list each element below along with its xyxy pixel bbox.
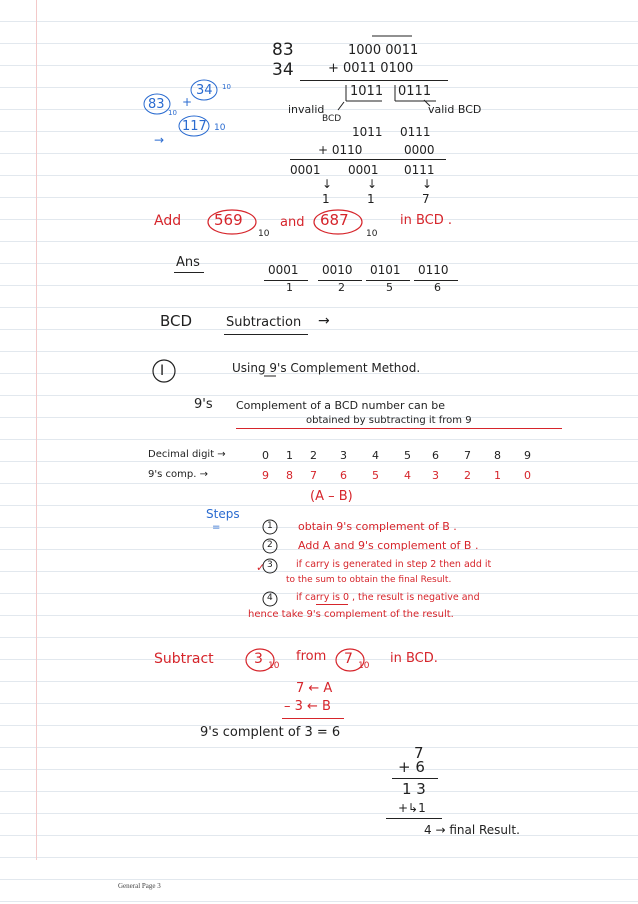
step-4-continuation: hence take 9's complement of the result.: [248, 609, 454, 620]
definition-line-2: obtained by subtracting it from 9: [306, 415, 472, 426]
decimal-digit-3: 3: [340, 449, 347, 462]
step-number-3: 3: [267, 560, 273, 570]
add-word: Add: [154, 213, 182, 229]
step-number-2: 2: [267, 540, 273, 550]
complement-statement: 9's complent of 3 = 6: [200, 725, 341, 740]
expression-a-minus-b: (A – B): [310, 489, 353, 504]
subtract-word: Subtract: [154, 651, 214, 667]
exercise-sub-a: 10: [258, 229, 270, 239]
side-circle-a: [144, 94, 170, 114]
method-circle: [153, 360, 175, 382]
complement-digit-6: 3: [432, 469, 439, 482]
bcd-a: 1000 0011: [348, 43, 419, 58]
section-heading-bcd: BCD: [160, 312, 193, 330]
sum-right: 0111: [398, 84, 432, 99]
answer-digit-1: 1: [286, 281, 293, 294]
decimal-digit-9: 9: [524, 449, 531, 462]
result-group-b: 0001: [348, 163, 379, 177]
example2-num-b: 7: [344, 651, 353, 667]
complement-digit-4: 5: [372, 469, 379, 482]
sum-left: 1011: [350, 84, 384, 99]
result-group-c: 0111: [404, 163, 435, 177]
decimal-b: 34: [272, 60, 294, 80]
repeat-left: 1011: [352, 125, 383, 139]
complement-digit-9: 0: [524, 469, 531, 482]
step-text-2: Add A and 9's complement of B .: [298, 539, 479, 552]
exercise-circle-a: [208, 210, 256, 234]
step-circle-4: [263, 592, 277, 606]
step-circle-1: [263, 520, 277, 534]
step-number-4: 4: [267, 593, 273, 603]
complement-row-label: 9's comp. →: [148, 469, 208, 480]
result-digit-c: 7: [422, 192, 430, 206]
answer-digit-4: 6: [434, 281, 441, 294]
invalid-sub-label: BCD: [322, 114, 342, 124]
exercise-in-bcd: in BCD .: [400, 213, 453, 228]
invalid-pointer-stroke: [338, 102, 344, 110]
method-number: I: [160, 363, 165, 379]
answer-group-1: 0001: [268, 263, 299, 277]
side-result: 117: [182, 119, 207, 134]
side-plus: +: [182, 95, 193, 109]
method-title: Using 9's Complement Method.: [232, 361, 421, 375]
side-sub-b: 10: [222, 83, 231, 91]
answer-digit-3: 5: [386, 281, 393, 294]
result-group-a: 0001: [290, 163, 321, 177]
add-six-left: + 0110: [318, 143, 363, 157]
answer-group-4: 0110: [418, 263, 449, 277]
example2-sub-a: 10: [268, 661, 280, 671]
complement-digit-1: 8: [286, 469, 293, 482]
side-sub-a: 10: [168, 109, 177, 117]
complement-digit-2: 7: [310, 469, 317, 482]
answer-label: Ans: [176, 255, 200, 270]
example2-sub-b: 10: [358, 661, 370, 671]
side-result-sub: 10: [214, 123, 226, 133]
addition-sum: 1 3: [402, 780, 426, 798]
side-arrow-icon: →: [154, 133, 165, 147]
down-arrow-icon: ↓: [422, 177, 433, 191]
final-result: 4 → final Result.: [424, 823, 520, 837]
answer-digit-2: 2: [338, 281, 345, 294]
step-3-continuation: to the sum to obtain the final Result.: [286, 575, 452, 585]
result-digit-a: 1: [322, 192, 330, 206]
decimal-digit-4: 4: [372, 449, 379, 462]
box-right-stroke: [395, 85, 436, 101]
decimal-row-label: Decimal digit →: [148, 449, 226, 460]
complement-digit-3: 6: [340, 469, 347, 482]
step-circle-3: [263, 559, 277, 573]
operand-a: 7 ← A: [296, 681, 333, 696]
invalid-label: invalid: [288, 103, 325, 116]
down-arrow-icon: ↓: [322, 177, 333, 191]
decimal-digit-7: 7: [464, 449, 471, 462]
step-number-1: 1: [267, 521, 273, 531]
down-arrow-icon: ↓: [367, 177, 378, 191]
exercise-num-a: 569: [214, 211, 243, 229]
repeat-right: 0111: [400, 125, 431, 139]
example2-num-a: 3: [254, 651, 263, 667]
side-value-a: 83: [148, 97, 165, 112]
complement-digit-8: 1: [494, 469, 501, 482]
steps-label: Steps: [206, 507, 240, 521]
from-word: from: [296, 649, 327, 664]
side-circle-b: [191, 80, 217, 100]
step-3-checkmark-icon: ✓: [256, 561, 266, 574]
complement-digit-7: 2: [464, 469, 471, 482]
side-value-b: 34: [196, 83, 213, 98]
step-text-3: if carry is generated in step 2 then add it: [296, 559, 492, 570]
definition-line-1: Complement of a BCD number can be: [236, 399, 445, 412]
answer-group-2: 0010: [322, 263, 353, 277]
steps-underline: =: [212, 522, 221, 533]
example2-circle-a: [246, 649, 274, 671]
addition-top: 7: [414, 744, 424, 762]
bcd-b: + 0011 0100: [328, 61, 414, 76]
exercise-circle-b: [314, 210, 362, 234]
definition-9s: 9's: [194, 397, 213, 412]
page-footer: General Page 3: [118, 882, 161, 890]
decimal-digit-2: 2: [310, 449, 317, 462]
decimal-digit-0: 0: [262, 449, 269, 462]
complement-digit-5: 4: [404, 469, 411, 482]
example2-in-bcd: in BCD.: [390, 651, 438, 666]
result-digit-b: 1: [367, 192, 375, 206]
example2-circle-b: [336, 649, 364, 671]
decimal-digit-6: 6: [432, 449, 439, 462]
operand-b: – 3 ← B: [284, 699, 331, 714]
heading-arrow-icon: →: [318, 313, 330, 329]
decimal-a: 83: [272, 40, 294, 60]
exercise-sub-b: 10: [366, 229, 378, 239]
decimal-digit-5: 5: [404, 449, 411, 462]
carry-add: +↳1: [398, 801, 426, 815]
addition-second: + 6: [398, 758, 425, 776]
side-circle-result: [179, 116, 209, 136]
box-left-stroke: [346, 85, 382, 101]
add-six-right: 0000: [404, 143, 435, 157]
exercise-num-b: 687: [320, 211, 349, 229]
step-text-4: if carry is 0 , the result is negative and: [296, 592, 480, 603]
complement-digit-0: 9: [262, 469, 269, 482]
section-heading-subtraction: Subtraction: [226, 315, 302, 330]
step-circle-2: [263, 539, 277, 553]
decimal-digit-8: 8: [494, 449, 501, 462]
and-word: and: [280, 215, 305, 230]
answer-group-3: 0101: [370, 263, 401, 277]
step-text-1: obtain 9's complement of B .: [298, 520, 457, 533]
decimal-digit-1: 1: [286, 449, 293, 462]
valid-label: valid BCD: [428, 103, 482, 116]
